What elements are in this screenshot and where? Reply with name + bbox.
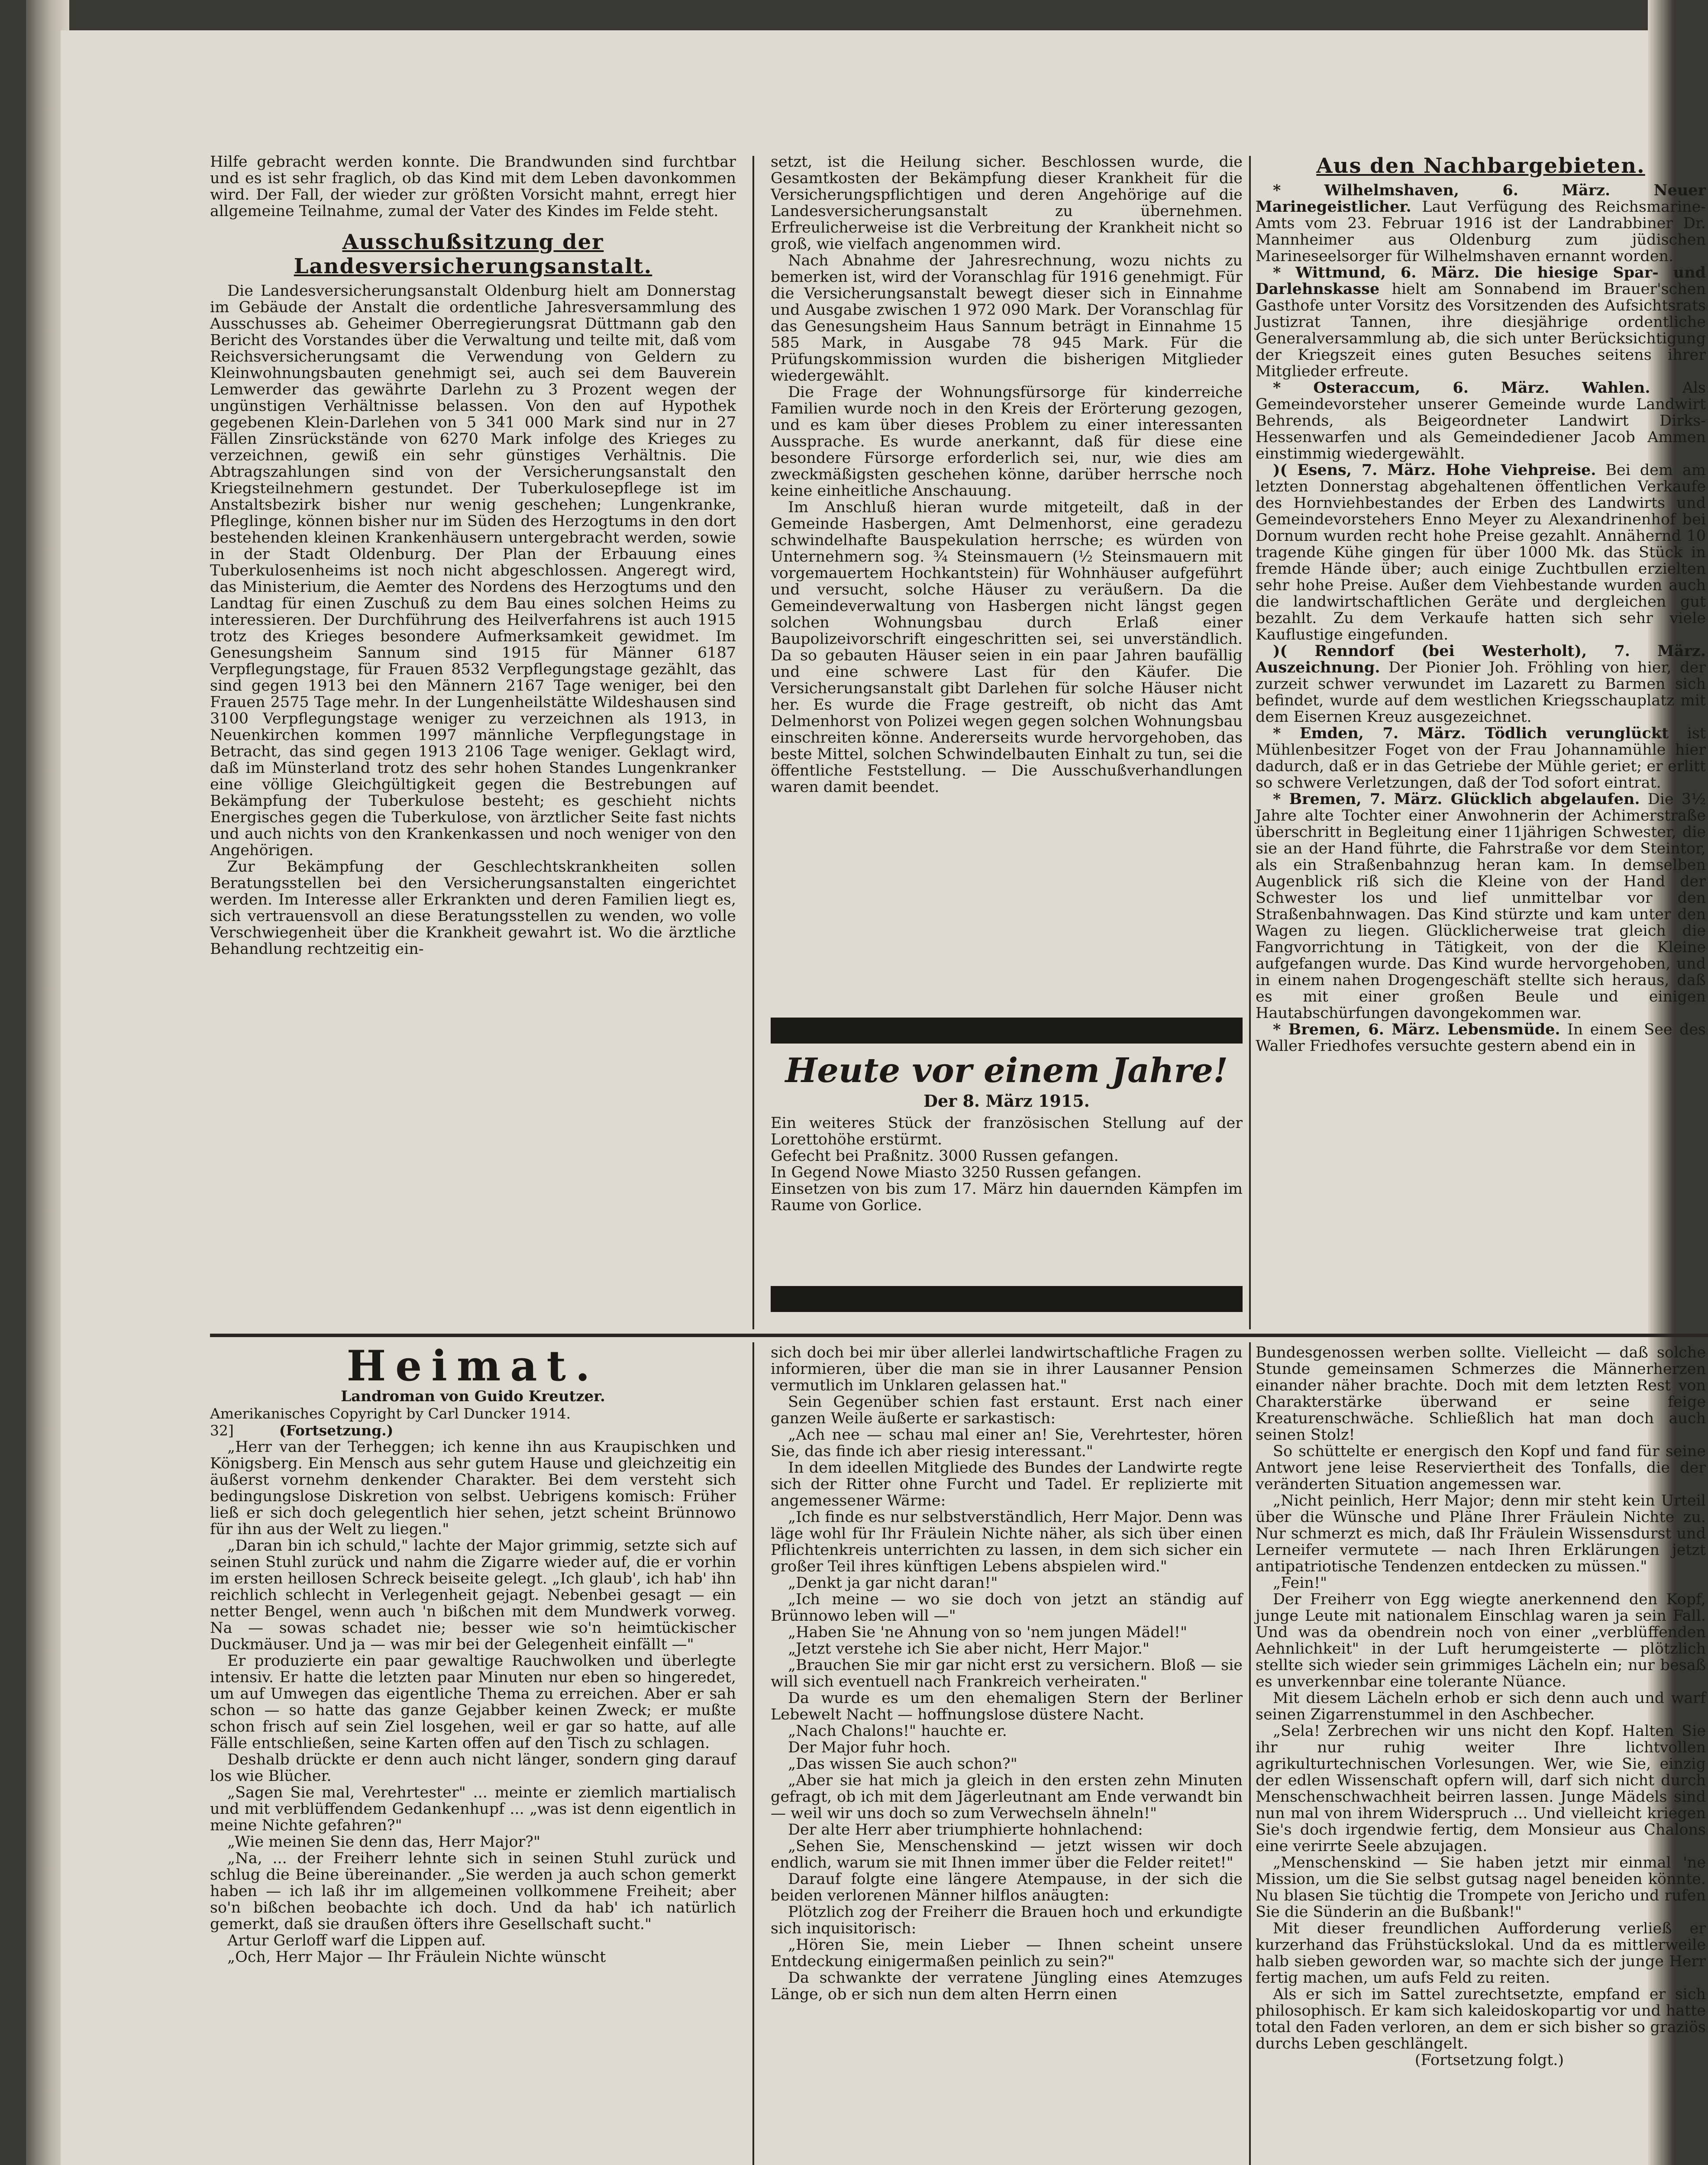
heimat-column-2 (771, 1344, 1243, 2165)
heimat-column-3 (1256, 1344, 1706, 2165)
heute-line: In Gegend Nowe Miasto 3250 Russen gefangen. (771, 1164, 1142, 1181)
intro-text: Hilfe gebracht werden konnte. Die Brandwunden sind furchtbar und es ist sehr fraglich, ob das Kind mit dem Leben davonkommen wird. Der Fall, der wieder zur größten Vorsicht mahnt, erregt hier allgemeine Teilnahme, zumal der Vater des Kindes im Felde steht. (210, 153, 736, 220)
novel-subtitle: Landroman von Guido Kreutzer. (341, 1388, 605, 1405)
novel-paragraph: So schüttelte er energisch den Kopf und fand für seine Antwort jene leise Reserviertheit des Tonfalls, die der veränderten Situation angemessen war. (1256, 1443, 1706, 1493)
article-paragraph: Die Frage der Wohnungsfürsorge für kinderreiche Familien wurde noch in den Kreis der Erörterung gezogen, und es kam über dieses Problem zu einer interessanten Aussprache. Es wurde anerkannt, daß für diese eine besondere Fürsorge erforderlich sei, nur, wie dies am zweckmäßigsten geschehen könne, darüber herrsche noch keine einheitliche Anschauung. (771, 384, 1243, 500)
novel-paragraph: Deshalb drückte er denn auch nicht länger, sondern ging darauf los wie Blücher. (210, 1751, 736, 1785)
heute-top-bar (771, 1018, 1243, 1044)
novel-paragraph: „Haben Sie 'ne Ahnung von so 'nem jungen Mädel!" (788, 1624, 1188, 1641)
column-3-top (1256, 154, 1706, 1329)
novel-paragraph: „Nicht peinlich, Herr Major; denn mir steht kein Urteil über die Wünsche und Pläne Ihrer Fräulein Nichte zu. Nur schmerzt es mich, daß Ihr Fräulein Wissensdurst und Lerneifer vermutete — nach Ihren Erklärungen jetzt antipatriotische Tendenzen entdecken zu müssen." (1256, 1492, 1706, 1575)
column-2-top (771, 154, 1243, 1011)
novel-paragraph: In dem ideellen Mitgliede des Bundes der Landwirte regte sich der Ritter ohne Furcht und Tadel. Er replizierte mit angemessener Wärme: (771, 1459, 1243, 1509)
news-item: )( Renndorf (bei Westerholt), 7. März. Auszeichnung. Der Pionier Joh. Fröhling von hier, der zurzeit schwer verwundet im Lazarett zu Barmen sich befindet, wurde auf dem westlichen Kriegsschauplatz mit dem Eisernen Kreuz ausgezeichnet. (1256, 642, 1706, 726)
novel-paragraph: Er produzierte ein paar gewaltige Rauchwolken und überlegte intensiv. Er hatte die letzten paar Minuten nur eben so hingeredet, um auf Umwegen das eigentliche Thema zu erreichen. Aber er sah schon — so hatte das ganze Gejabber keinen Zweck; er mußte schon frisch auf sein Ziel losgehen, weil er gar so hatte, auf alle Fälle entschließen, seine Karten offen auf den Tisch zu schlagen. (210, 1652, 736, 1752)
heute-title: Heute vor einem Jahre! (785, 1051, 1228, 1090)
novel-paragraph: „Jetzt verstehe ich Sie aber nicht, Herr Major." (788, 1640, 1149, 1658)
novel-paragraph: „Daran bin ich schuld," lachte der Major grimmig, setzte sich auf seinen Stuhl zurück und nahm die Zigarre wieder auf, die er vorhin im ersten heillosen Schreck beiseite gelegt. „Ich glaub', ich hab' ihn reichlich schlecht in Verlegenheit gejagt. Nebenbei gesagt — ein netter Bengel, wenn auch 'n bißchen mit dem Mundwerk vorweg. Na — sowas schadet nie; besser wie so'n heimtückischer Duckmäuser. Und ja — was mir bei der Gelegenheit einfällt —" (210, 1537, 736, 1653)
feuilleton-rule (210, 1334, 1708, 1337)
novel-paragraph: Da wurde es um den ehemaligen Stern der Berliner Lebewelt Nacht — hoffnungslose düstere Nacht. (771, 1690, 1243, 1723)
news-item: * Wittmund, 6. März. Die hiesige Spar- und Darlehnskasse hielt am Sonnabend im Brauer'schen Gasthofe unter Vorsitz des Vorsitzenden des Aufsichtsrats Justizrat Tannen, ihre diesjährige ordentliche Generalversammlung ab, die sich unter Berücksichtigung der Kriegszeit eines guten Besuches seitens ihrer Mitglieder erfreute. (1256, 264, 1706, 380)
newspaper-page (61, 30, 1706, 2165)
column-divider (1249, 156, 1251, 1329)
novel-paragraph: „Herr van der Terheggen; ich kenne ihn aus Kraupischken und Königsberg. Ein Mensch aus sehr gutem Hause und gleichzeitig ein äußerst vornehm denkender Charakter. Bei dem versteht sich bedingungslose Diskretion von selbst. Uebrigens komisch: Früher ließ er sich doch gelegentlich hier sehen, jetzt scheint Brünnowo für ihn aus der Welt zu liegen." (210, 1438, 736, 1538)
heute-box (771, 1052, 1243, 1286)
heute-bottom-bar (771, 1286, 1243, 1312)
heimat-column-1 (210, 1341, 736, 2165)
novel-paragraph: Mit dieser freundlichen Aufforderung verließ er kurzerhand das Frühstückslokal. Und da es mittlerweile halb sieben geworden war, so machte sich der junge Herr fertig machen, um aufs Feld zu reiten. (1256, 1920, 1706, 1987)
novel-paragraph: „Sela! Zerbrechen wir uns nicht den Kopf. Halten Sie ihr nur ruhig weiter Ihre lichtvollen agrikulturtechnischen Vorlesungen. Wer, wie Sie, einzig der edlen Wissenschaft opfern will, darf sich nicht durch Menschenschwachheit beirren lassen. Junge Mädels sind nun mal von ihrem Widerspruch ... Und vielleicht kriegen Sie's doch irgendwie fertig, dem Monsieur aus Chalons eine verirrte Seele abzujagen. (1256, 1722, 1706, 1855)
novel-paragraph: „Sehen Sie, Menschenskind — jetzt wissen wir doch endlich, warum sie mit Ihnen immer über die Felder reitet!" (771, 1838, 1243, 1871)
article-heading: Ausschußsitzung der Landesversicherungsanstalt. (294, 230, 652, 278)
article-paragraph: Die Landesversicherungsanstalt Oldenburg hielt am Donnerstag im Gebäude der Anstalt die ordentliche Jahresversammlung des Ausschusses ab. Geheimer Oberregierungsrat Düttmann gab den Bericht des Vorstandes über die Verwaltung und teilte mit, daß vom Reichsversicherungsamt die Verwendung von Geldern zu Kleinwohnungsbauten genehmigt sei, auch sei dem Bauverein Lemwerder das gewährte Darlehn zu 3 Prozent wegen der ungünstigen Verhältnisse belassen. Von den auf Hypothek gegebenen Klein-Darlehen von 5 341 000 Mark sind nur in 27 Fällen Zinsrückstände von 6270 Mark infolge des Krieges zu verzeichnen, gewiß ein sehr günstiges Verhältnis. Die Abtragszahlungen sind von der Versicherungsanstalt den Kriegsteilnehmern gestundet. Der Tuberkulosepflege ist im Anstaltsbezirk bisher nur wenig geschehen; Lungenkranke, Pfleglinge, können bisher nur im Süden des Herzogtums in den dort bestehenden kleinen Krankenhäusern untergebracht werden, sowie in der Stadt Oldenburg. Der Plan der Erbauung eines Tuberkulosenheims ist noch nicht abgeschlossen. Angeregt wird, das Ministerium, die Aemter des Nordens des Herzogtums und den Landtag für einen Zuschuß zu dem Bau eines solchen Heims zu interessieren. Der Durchführung des Heilverfahrens ist auch 1915 trotz des Krieges besondere Aufmerksamkeit gewidmet. Im Genesungsheim Sannum sind 1915 für Männer 6187 Verpflegungstage, für Frauen 8532 Verpflegungstage gezählt, das sind gegen 1913 bei den Männern 2167 Tage weniger, bei den Frauen 2575 Tage mehr. In der Lungenheilstätte Wildeshausen sind 3100 Verpflegungstage weniger zu verzeichnen als 1913, in Neuenkirchen kommen 1997 männliche Verpflegungstage in Betracht, das sind gegen 1913 2106 Tage weniger. Geklagt wird, daß im Münsterland trotz des sehr hohen Standes Lungenkranker eine völlige Gleichgültigkeit gegen die Bestrebungen auf Bekämpfung der Tuberkulose besteht; es geschieht nichts Energisches gegen die Tuberkulose, von ärztlicher Seite fast nichts und auch nichts von den Krankenkassen und noch weniger von den Angehörigen. (210, 282, 736, 859)
novel-paragraph: „Menschenskind — Sie haben jetzt mir einmal 'ne Mission, um die Sie selbst gutsag nagel beneiden könnte. Nu blasen Sie tüchtig die Trompete von Jericho und rufen Sie die Sünderin an die Bußbank!" (1256, 1854, 1706, 1921)
novel-paragraph: „Fein!" (1273, 1574, 1327, 1592)
article-paragraph: Im Anschluß hieran wurde mitgeteilt, daß in der Gemeinde Hasbergen, Amt Delmenhorst, eine geradezu schwindelhafte Bauspekulation herrsche; es würden von Unternehmern sog. ¾ Steinsmauern (½ Steinsmauern mit vorgemauertem Hochkantstein) für Wohnhäuser aufgeführt und versucht, solche Häuser zu veräußern. Da die Gemeindeverwaltung von Hasbergen nicht längst gegen solchen Wohnungsbau durch Erlaß einer Baupolizeivorschrift eingeschritten sei, sei unverständlich. Da so gebauten Häuser seien in ein paar Jahren baufällig und eine schwere Last für den Käufer. Die Versicherungsanstalt gibt Darlehen für solche Häuser nicht her. Es wurde die Frage gestreift, ob nicht das Amt Delmenhorst von Polizei wegen gegen solchen Wohnungsbau einschreiten könne. Andererseits wurde hervorgehoben, das beste Mittel, solchen Schwindelbauten Einhalt zu tun, sei die öffentliche Feststellung. — Die Ausschußverhandlungen waren damit beendet. (771, 499, 1243, 796)
novel-paragraph: „Ich meine — wo sie doch von jetzt an ständig auf Brünnowo leben will —" (771, 1591, 1243, 1625)
novel-paragraph: Artur Gerloff warf die Lippen auf. (227, 1932, 486, 1949)
novel-paragraph: „Aber sie hat mich ja gleich in den ersten zehn Minuten gefragt, ob ich mit dem Jägerleutnant am Ende verwandt bin — weil wir uns doch so zum Verwechseln ähneln!" (771, 1772, 1243, 1822)
novel-paragraph: „Sagen Sie mal, Verehrtester" ... meinte er ziemlich martialisch und mit verblüffendem Gedankenhupf ... „was ist denn eigentlich in meine Nichte gefahren?" (210, 1784, 736, 1834)
novel-paragraph: Bundesgenossen werben sollte. Vielleicht — daß solche Stunde gemeinsamen Schmerzes die Männerherzen einander näher brachte. Doch mit dem letzten Rest von Charakterstärke überwand er seine feige Kreaturenschwäche. Schließlich hat man doch auch seinen Stolz! (1256, 1344, 1706, 1444)
novel-paragraph: Darauf folgte eine längere Atempause, in der sich die beiden verlorenen Männer hilflos anäugten: (771, 1871, 1243, 1904)
news-item: * Wilhelmshaven, 6. März. Neuer Marinegeistlicher. Laut Verfügung des Reichsmarine-Amts vom 23. Februar 1916 ist der Landrabbiner Dr. Mannheimer aus Oldenburg zum jüdischen Marineseelsorger für Wilhelmshaven ernannt worden. (1256, 181, 1706, 265)
column-divider (752, 156, 754, 1329)
novel-paragraph: „Ach nee — schau mal einer an! Sie, Verehrtester, hören Sie, das finde ich aber riesig interessant." (771, 1426, 1243, 1460)
news-item: )( Esens, 7. März. Hohe Viehpreise. Bei dem am letzten Donnerstag abgehaltenen öffentlichen Verkaufe des Hornviehbestandes der Erben des Landwirts und Gemeindevorstehers Enno Meyer zu Alexandrinenhof bei Dornum wurden recht hohe Preise gezahlt. Annähernd 10 tragende Kühe gingen für über 1000 Mk. das Stück in fremde Hände über; auch einige Zuchtbullen erzielten sehr hohe Preise. Außer dem Viehbestande wurden auch die landwirtschaftlichen Geräte und dergleichen gut bezahlt. Zu dem Verkaufe hatten sich sehr viele Kauflustige eingefunden. (1256, 461, 1706, 643)
article-paragraph: setzt, ist die Heilung sicher. Beschlossen wurde, die Gesamtkosten der Bekämpfung dieser Krankheit für die Versicherungspflichtigen und deren Angehörige auf die Landesversicherungsanstalt zu übernehmen. Erfreulicherweise ist die Verbreitung der Krankheit nicht so groß, wie vielfach angenommen wird. (771, 153, 1243, 253)
article-paragraph: Zur Bekämpfung der Geschlechtskrankheiten sollen Beratungsstellen bei den Versicherungsanstalten eingerichtet werden. Im Interesse aller Erkrankten und deren Familien liegt es, sich vertrauensvoll an diese Beratungsstellen zu wenden, wo volle Verschwiegenheit über die Krankheit gewahrt ist. Wo die ärztliche Behandlung rechtzeitig ein- (210, 858, 736, 958)
novel-paragraph: „Ich finde es nur selbstverständlich, Herr Major. Denn was läge wohl für Ihr Fräulein Nichte näher, als sich über einen Pflichtenkreis unterrichten zu lassen, in dem sich sicher ein großer Teil ihres künftigen Lebens abspielen wird." (771, 1509, 1243, 1575)
novel-paragraph: „Das wissen Sie auch schon?" (788, 1755, 1017, 1773)
novel-paragraph: Der alte Herr aber triumphierte hohnlachend: (788, 1821, 1143, 1839)
novel-paragraph: „Nach Chalons!" hauchte er. (788, 1722, 1007, 1740)
novel-paragraph: „Na, ... der Freiherr lehnte sich in seinen Stuhl zurück und schlug die Beine übereinander. „Sie werden ja auch schon gemerkt haben — ich laß ihr im allgemeinen vollkommene Freiheit; aber so'n bißchen beobachte ich doch. Und da hab' ich natürlich gemerkt, daß sie draußen öfters ihre Gesellschaft sucht." (210, 1850, 736, 1933)
novel-paragraph: Sein Gegenüber schien fast erstaunt. Erst nach einer ganzen Weile äußerte er sarkastisch: (771, 1393, 1243, 1427)
heute-line: Ein weiteres Stück der französischen Stellung auf der Lorettohöhe erstürmt. (771, 1115, 1243, 1148)
news-item: * Osteraccum, 6. März. Wahlen. Als Gemeindevorsteher unserer Gemeinde wurde Landwirt Behrends, als Beigeordneter Landwirt Dirks-Hessenwarfen und als Gemeindediener Jacob Ammen einstimmig wiedergewählt. (1256, 379, 1706, 462)
column-divider (1249, 1342, 1251, 2165)
fortsetzung-folgt: (Fortsetzung folgt.) (1414, 2052, 1564, 2069)
novel-paragraph: Der Major fuhr hoch. (788, 1739, 951, 1756)
news-item: * Emden, 7. März. Tödlich verunglückt ist Mühlenbesitzer Foget von der Frau Johannamühle hier dadurch, daß er in das Getriebe der Mühle geriet; er erlitt so schwere Verletzungen, daß der Tod sofort eintrat. (1256, 724, 1706, 792)
heute-line: Einsetzen von bis zum 17. März hin dauernden Kämpfen im Raume von Gorlice. (771, 1180, 1243, 1214)
novel-paragraph: Da schwankte der verratene Jüngling eines Atemzuges Länge, ob er sich nun dem alten Herrn einen (771, 1969, 1243, 2003)
novel-title: Heimat. (346, 1341, 600, 1390)
copyright-line: Amerikanisches Copyright by Carl Duncker 1914. (210, 1405, 571, 1422)
novel-paragraph: „Och, Herr Major — Ihr Fräulein Nichte wünscht (227, 1948, 606, 1966)
column-divider (752, 1342, 754, 2165)
article-paragraph: Nach Abnahme der Jahresrechnung, wozu nichts zu bemerken ist, wird der Voranschlag für 1916 genehmigt. Für die Versicherungsanstalt bewegt dieser sich in Einnahme und Ausgabe zwischen 1 972 090 Mark. Der Voranschlag für das Genesungsheim Haus Sannum beträgt in Einnahme 15 585 Mark, in Ausgabe 78 945 Mark. Für die Prüfungskommission wurden die bisherigen Mitglieder wiedergewählt. (771, 252, 1243, 385)
column-1-top (210, 154, 736, 1329)
novel-paragraph: „Wie meinen Sie denn das, Herr Major?" (227, 1833, 541, 1851)
novel-paragraph: Als er sich im Sattel zurechtsetzte, empfand er sich philosophisch. Er kam sich kaleidoskopartig vor und hatte total den Faden verloren, an dem er sich bisher so graziös durchs Leben geschlängelt. (1256, 1986, 1706, 2052)
heute-date: Der 8. März 1915. (923, 1091, 1090, 1111)
novel-paragraph: Mit diesem Lächeln erhob er sich denn auch und warf seinen Zigarrenstummel in den Aschbecher. (1256, 1690, 1706, 1723)
heute-line: Gefecht bei Praßnitz. 3000 Russen gefangen. (771, 1147, 1119, 1165)
novel-paragraph: Der Freiherr von Egg wiegte anerkennend den Kopf, junge Leute mit nationalem Einschlag waren ja sein Fall. Und was da obendrein noch von einer „verblüffenden Aehnlichkeit" in der Luft herumgeisterte — plötzlich stellte sich wieder sein grimmiges Lächeln ein; nur besaß es unverkennbar eine tolerante Nüance. (1256, 1591, 1706, 1690)
news-item: * Bremen, 6. März. Lebensmüde. In einem See des Waller Friedhofes versuchte gestern abend ein in (1256, 1021, 1706, 1055)
novel-paragraph: „Hören Sie, mein Lieber — Ihnen scheint unsere Entdeckung einigermaßen peinlich zu sein?" (771, 1936, 1243, 1970)
novel-paragraph: „Denkt ja gar nicht daran!" (788, 1574, 998, 1592)
news-item: * Bremen, 7. März. Glücklich abgelaufen. Die 3½ Jahre alte Tochter einer Anwohnerin der Achimerstraße überschritt in Begleitung einer 11jährigen Schwester, die sie an der Hand führte, die Fahrstraße vor dem Steintor, als ein Straßenbahnzug heran kam. In demselben Augenblick riß sich die Kleine von der Hand der Schwester los und lief unmittelbar vor den Straßenbahnwagen. Das Kind stürzte und kam unter den Wagen zu liegen. Glücklicherweise trat gleich die Fangvorrichtung in Tätigkeit, von der die Kleine aufgefangen wurde. Das Kind wurde hervorgehoben, und in einem nahen Drogengeschäft stellte sich heraus, daß es mit einer großen Beule und einigen Hautabschürfungen davongekommen war. (1256, 790, 1706, 1022)
novel-paragraph: Plötzlich zog der Freiherr die Brauen hoch und erkundigte sich inquisitorisch: (771, 1903, 1243, 1937)
installment-line: 32] (Fortsetzung.) (210, 1422, 394, 1439)
nachbargebiete-heading: Aus den Nachbargebieten. (1316, 154, 1645, 178)
novel-paragraph: sich doch bei mir über allerlei landwirtschaftliche Fragen zu informieren, über die man sie in ihrer Lausanner Pension vermutlich im Unklaren gelassen hat." (771, 1344, 1243, 1394)
novel-paragraph: „Brauchen Sie mir gar nicht erst zu versichern. Bloß — sie will sich eventuell nach Frankreich verheiraten." (771, 1657, 1243, 1690)
